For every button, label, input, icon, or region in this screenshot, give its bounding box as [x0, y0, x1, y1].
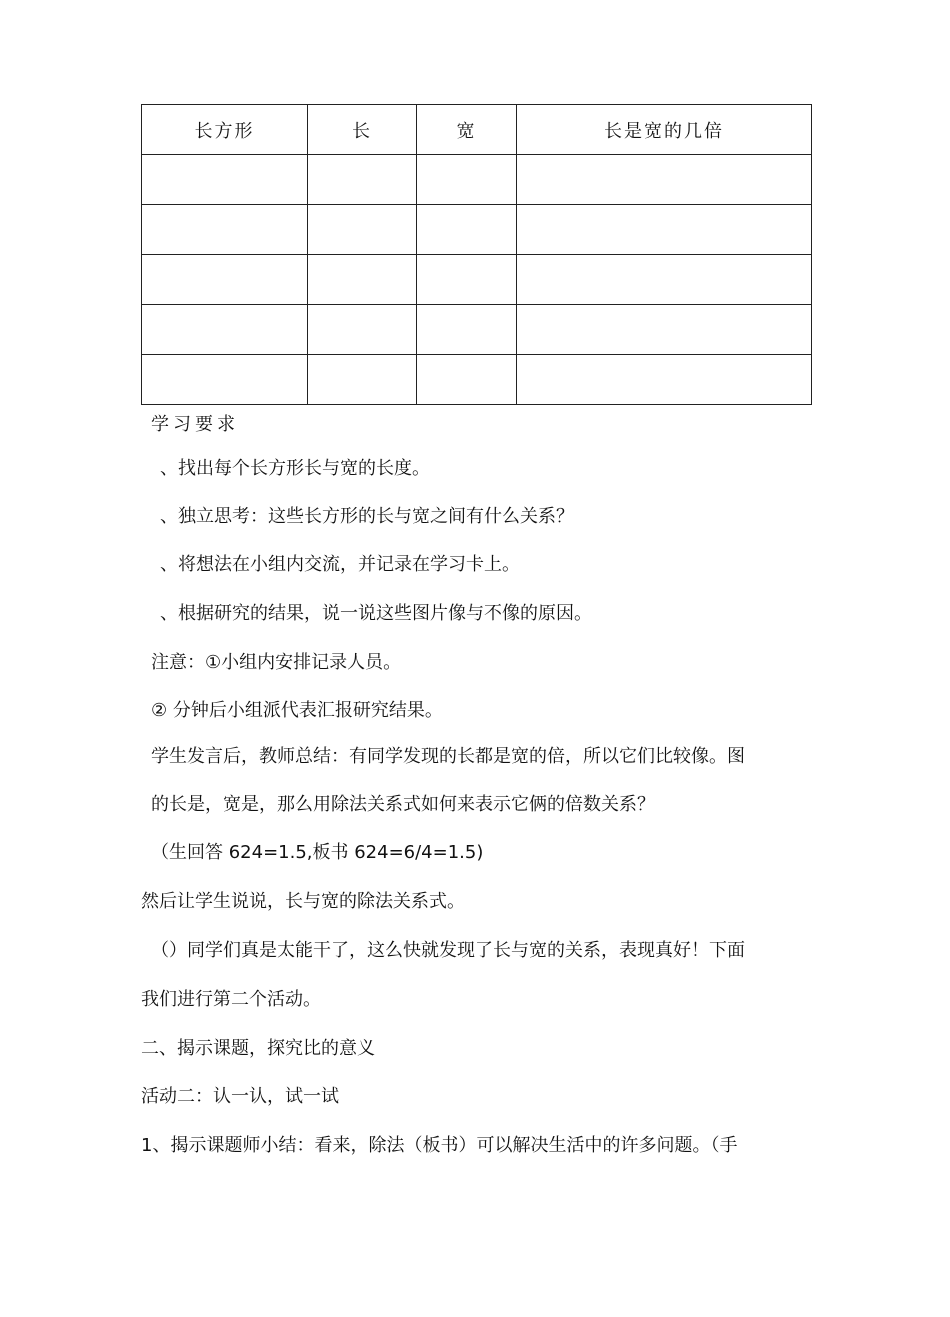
- table-cell: [308, 205, 417, 255]
- table-cell: [517, 355, 812, 405]
- header-ratio: 长是宽的几倍: [517, 105, 812, 155]
- table-cell: [308, 305, 417, 355]
- paragraph-line: 1、揭示课题师小结：看来，除法（板书）可以解决生活中的许多问题。（手: [141, 1135, 738, 1156]
- table-cell: [417, 355, 517, 405]
- requirement-item: 、找出每个长方形长与宽的长度。: [160, 458, 430, 479]
- table-cell: [142, 155, 308, 205]
- table-row: [142, 205, 812, 255]
- table-row: [142, 305, 812, 355]
- study-requirements-heading: 学习要求: [151, 414, 239, 435]
- paragraph-line: 学生发言后，教师总结：有同学发现的长都是宽的倍，所以它们比较像。图: [151, 746, 745, 767]
- table-cell: [142, 205, 308, 255]
- header-width: 宽: [417, 105, 517, 155]
- table-cell: [517, 155, 812, 205]
- paragraph-line: （生回答 624=1.5,板书 624=6/4=1.5): [151, 842, 484, 863]
- table-cell: [517, 205, 812, 255]
- table-cell: [517, 305, 812, 355]
- table-cell: [417, 205, 517, 255]
- table-cell: [308, 255, 417, 305]
- table-header-row: [142, 105, 812, 155]
- table-cell: [308, 355, 417, 405]
- table-row: [142, 255, 812, 305]
- table-cell: [417, 155, 517, 205]
- paragraph-line: 我们进行第二个活动。: [141, 989, 321, 1010]
- table-row: [142, 155, 812, 205]
- table-cell: [142, 355, 308, 405]
- table-cell: [142, 305, 308, 355]
- requirement-item: 、将想法在小组内交流，并记录在学习卡上。: [160, 554, 520, 575]
- note-line: 注意：①小组内安排记录人员。: [151, 652, 402, 673]
- paragraph-line: （）同学们真是太能干了，这么快就发现了长与宽的关系，表现真好！下面: [151, 940, 745, 961]
- section-heading: 二、揭示课题，探究比的意义: [141, 1038, 375, 1059]
- table-cell: [517, 255, 812, 305]
- header-rectangle: 长方形: [142, 105, 308, 155]
- table-cell: [417, 305, 517, 355]
- requirement-item: 、独立思考：这些长方形的长与宽之间有什么关系？: [160, 506, 574, 527]
- table-row: [142, 355, 812, 405]
- paragraph-line: 的长是，宽是，那么用除法关系式如何来表示它俩的倍数关系？: [151, 794, 655, 815]
- note-line: ② 分钟后小组派代表汇报研究结果。: [151, 700, 443, 721]
- activity-heading: 活动二：认一认，试一试: [141, 1086, 339, 1107]
- paragraph-line: 然后让学生说说，长与宽的除法关系式。: [141, 891, 465, 912]
- header-length: 长: [308, 105, 417, 155]
- table-cell: [142, 255, 308, 305]
- rectangle-table: [141, 104, 812, 405]
- table-cell: [417, 255, 517, 305]
- table-cell: [308, 155, 417, 205]
- requirement-item: 、根据研究的结果，说一说这些图片像与不像的原因。: [160, 603, 592, 624]
